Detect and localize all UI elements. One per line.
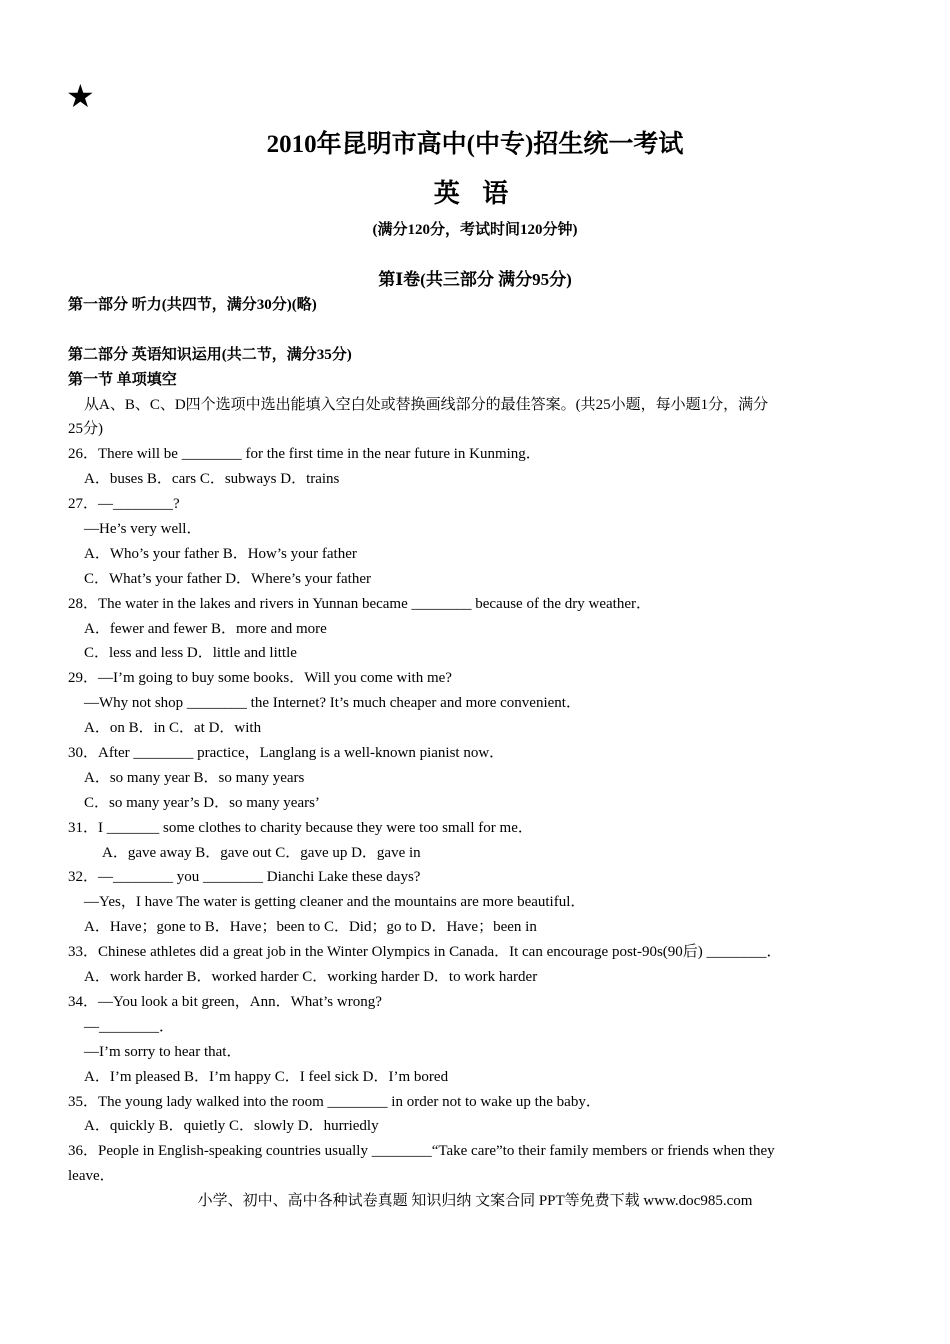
star-icon: ★ xyxy=(66,77,95,115)
question-line: A．so many year B．so many years xyxy=(84,769,305,786)
question-line: A．fewer and fewer B．more and more xyxy=(84,620,327,637)
exam-content xyxy=(68,293,886,1189)
question-line: —I’m sorry to hear that． xyxy=(84,1043,242,1060)
question-line: —Why not shop ________ the Internet? It’s much cheaper and more convenient． xyxy=(84,695,581,712)
question-line: A．gave away B．gave out C．gave up D．gave in xyxy=(102,844,421,861)
question-line: A．quickly B．quietly C．slowly D．hurriedly xyxy=(84,1118,379,1135)
exam-title: 2010年昆明市高中(中专)招生统一考试 xyxy=(266,131,684,158)
question-line: 33．Chinese athletes did a great job in the Winter Olympics in Canada．It can encourage post-90s(90后) ________． xyxy=(68,944,782,961)
question-line: 30．After ________ practice，Langlang is a well-known pianist now． xyxy=(68,745,505,762)
question-line: C．less and less D．little and little xyxy=(84,645,297,662)
section1-heading: 第一节 单项填空 xyxy=(68,371,177,388)
question-line: leave． xyxy=(68,1168,115,1185)
question-line: 26．There will be ________ for the first time in the near future in Kunming． xyxy=(68,446,541,463)
question-line: C．What’s your father D．Where’s your father xyxy=(84,570,371,587)
question-line: C．so many year’s D．so many years’ xyxy=(84,794,320,811)
question-line: A．on B．in C．at D．with xyxy=(84,720,262,737)
question-line: 32．—________ you ________ Dianchi Lake these days? xyxy=(68,869,421,886)
question-line: A．Who’s your father B．How’s your father xyxy=(84,545,357,562)
instructions-line: 25分) xyxy=(68,421,103,438)
question-line: A．work harder B．worked harder C．working harder D．to work harder xyxy=(84,969,538,986)
question-line: 34．—You look a bit green，Ann．What’s wrong? xyxy=(68,993,382,1010)
question-line: 29．—I’m going to buy some books．Will you come with me? xyxy=(68,670,452,687)
instructions-line: 从A、B、C、D四个选项中选出能填入空白处或替换画线部分的最佳答案。(共25小题，每小题1分，满分 xyxy=(84,396,769,413)
subject-title: 英 语 xyxy=(433,179,517,208)
question-line: 28．The water in the lakes and rivers in Yunnan became ________ because of the dry weather． xyxy=(68,595,651,612)
question-line: —Yes，I have The water is getting cleaner and the mountains are more beautiful． xyxy=(84,894,586,911)
question-list xyxy=(68,442,886,1189)
question-line: 35．The young lady walked into the room ________ in order not to wake up the baby． xyxy=(68,1093,601,1110)
part1-heading: 第一部分 听力(共四节，满分30分)(略) xyxy=(68,297,317,313)
question-line: 27．—________? xyxy=(68,496,180,513)
question-line: A．buses B．cars C．subways D．trains xyxy=(84,471,340,488)
question-line: 31．I _______ some clothes to charity because they were too small for me． xyxy=(68,819,533,836)
page-footer: 小学、初中、高中各种试卷真题 知识归纳 文案合同 PPT等免费下载 www.doc985.com xyxy=(197,1193,753,1209)
question-line: —________． xyxy=(84,1018,175,1035)
score-note: (满分120分，考试时间120分钟) xyxy=(372,222,578,238)
question-line: 36．People in English-speaking countries usually ________“Take care”to their family members or friends when they xyxy=(68,1143,775,1160)
spacer xyxy=(68,318,886,343)
part2-heading: 第二部分 英语知识运用(共二节，满分35分) xyxy=(68,346,352,363)
question-line: A．Have；gone to B．Have；been to C．Did；go to D．Have；been in xyxy=(84,919,537,936)
question-line: A．I’m pleased B．I’m happy C．I feel sick D．I’m bored xyxy=(84,1068,449,1085)
question-line: —He’s very well． xyxy=(84,521,202,538)
volume-heading: 第Ⅰ卷(共三部分 满分95分) xyxy=(378,270,572,289)
